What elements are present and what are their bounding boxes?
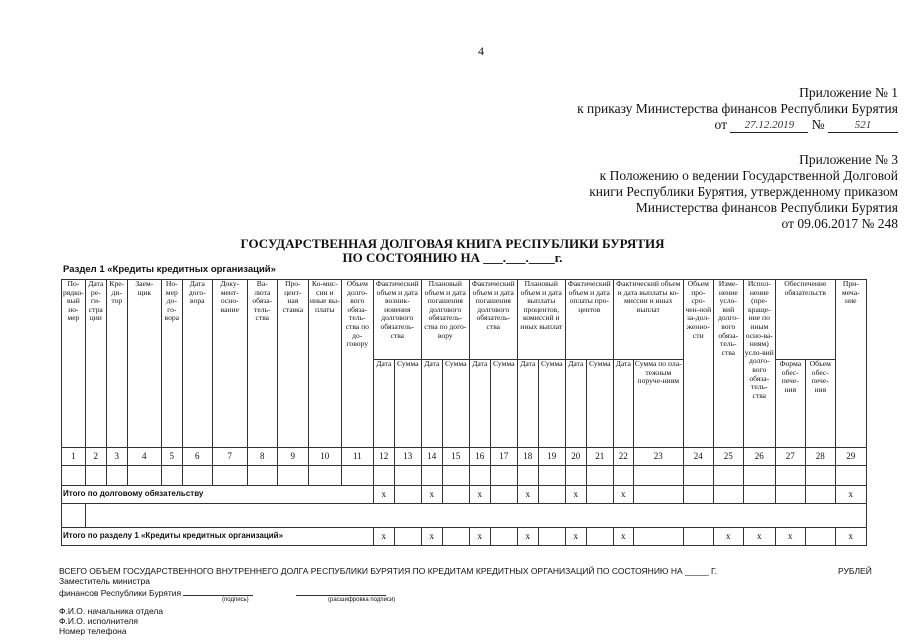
appendix-1-title: Приложение № 1: [799, 85, 898, 100]
order-from-label: от: [714, 117, 727, 132]
subheader-security-amount: Объем обес-пече-ния: [805, 360, 835, 448]
x-mark: x: [421, 528, 442, 546]
column-number: 26: [743, 448, 775, 466]
column-number: 7: [212, 448, 247, 466]
header-registration-date: Дата ре-ги-стра ции: [85, 280, 106, 448]
x-mark: x: [373, 528, 394, 546]
footer-deputy-line-2-text: финансов Республики Бурятия: [59, 588, 182, 598]
x-mark: x: [613, 528, 633, 546]
subheader-sum-payment-orders: Сумма по пла-тежным поруче-ниям: [633, 360, 683, 448]
column-number: 23: [633, 448, 683, 466]
x-mark: x: [421, 486, 442, 504]
column-number: 19: [538, 448, 565, 466]
column-number: 20: [565, 448, 586, 466]
total-obligation-row: [62, 486, 867, 504]
column-number: 5: [161, 448, 182, 466]
subheader-sum: Сумма: [538, 360, 565, 448]
subheader-security-form: Форма обес-пече-ния: [775, 360, 805, 448]
table-row: [62, 466, 867, 486]
x-mark: x: [613, 486, 633, 504]
column-number: 13: [394, 448, 421, 466]
header-ordinal: По-рядко-вый но-мер: [62, 280, 86, 448]
column-number: 17: [490, 448, 517, 466]
column-number: 24: [683, 448, 713, 466]
subheader-sum: Сумма: [442, 360, 469, 448]
footer-head-dept: Ф.И.О. начальника отдела: [59, 606, 164, 616]
header-contract-number: Но-мер до-го-вора: [161, 280, 182, 448]
appendix-1-order: [577, 117, 898, 133]
column-number: 11: [341, 448, 373, 466]
x-mark: x: [835, 486, 866, 504]
header-terms-change: Изме-нение усло-вий долго-вого обяза-тель-ства: [713, 280, 743, 448]
header-actual-interest: Фактический объем и дата оплаты про-центов: [565, 280, 613, 360]
appendix-3-line-3: Министерства финансов Республики Бурятия: [635, 200, 898, 215]
order-number-handwritten: 521: [828, 119, 898, 133]
doc-title-line-1: ГОСУДАРСТВЕННАЯ ДОЛГОВАЯ КНИГА РЕСПУБЛИКИ БУРЯТИЯ: [240, 236, 665, 251]
header-obligation-volume: Объем долго-вого обяза-тель-ства по до-говору: [341, 280, 373, 448]
signature-caption: (подпись): [222, 597, 249, 603]
page-number: 4: [478, 44, 484, 58]
subheader-sum: Сумма: [586, 360, 613, 448]
x-mark: x: [775, 528, 805, 546]
subheader-date: Дата: [373, 360, 394, 448]
header-actual-commission: Фактический объем и дата выплаты ко-миссии и иных выплат: [613, 280, 683, 360]
header-overdue: Объем про-сро-чен-ной за-дол-женно-сти: [683, 280, 713, 448]
x-mark: x: [517, 486, 538, 504]
footer-deputy-line-1: Заместитель министра: [59, 576, 150, 586]
header-execution: Испол-нение (пре-краще-ние по иным осно-ва-ниям) усло-вий долго-вого обяза-тель-ства: [743, 280, 775, 448]
table-row: [62, 504, 867, 528]
column-number: 9: [277, 448, 308, 466]
column-number: 25: [713, 448, 743, 466]
header-interest-rate: Про-цент-ная ставка: [277, 280, 308, 448]
header-actual-repayment: Фактический объем и дата погашения долгового обязатель-ства: [469, 280, 517, 360]
x-mark: x: [743, 528, 775, 546]
total-obligation-label: Итого по долговому обязательству: [62, 486, 374, 504]
appendix-3-line-1: к Положению о ведении Государственной Долговой: [599, 168, 898, 183]
column-number: 10: [308, 448, 341, 466]
footer-phone: Номер телефона: [59, 626, 127, 636]
appendix-1-line: к приказу Министерства финансов Республики Бурятия: [577, 101, 898, 116]
column-number: 8: [247, 448, 277, 466]
column-number: 4: [127, 448, 161, 466]
header-security: Обеспечение обязательств: [775, 280, 835, 360]
column-number: 18: [517, 448, 538, 466]
header-contract-date: Дата дого-вора: [182, 280, 212, 448]
subheader-sum: Сумма: [490, 360, 517, 448]
footer-currency: РУБЛЕЙ: [838, 566, 872, 576]
column-number: 6: [182, 448, 212, 466]
name-line: [296, 586, 386, 596]
signature-line: [183, 586, 253, 596]
header-note: При-меча-ние: [835, 280, 866, 448]
header-currency: Ва-люта обяза-тель-ства: [247, 280, 277, 448]
subheader-date: Дата: [517, 360, 538, 448]
subheader-sum: Сумма: [394, 360, 421, 448]
x-mark: x: [373, 486, 394, 504]
header-borrower: Заем-щик: [127, 280, 161, 448]
column-number: 1: [62, 448, 86, 466]
subheader-date: Дата: [613, 360, 633, 448]
name-caption: (расшифровка подписи): [328, 597, 396, 603]
subheader-date: Дата: [565, 360, 586, 448]
total-section-row: [62, 528, 867, 546]
x-mark: x: [565, 528, 586, 546]
footer-total-line: ВСЕГО ОБЪЕМ ГОСУДАРСТВЕННОГО ВНУТРЕННЕГО ДОЛГА РЕСПУБЛИКИ БУРЯТИЯ ПО КРЕДИТАМ КРЕДИТНЫХ ОРГАНИЗАЦИЙ ПО СОСТОЯНИЮ НА _____ Г.: [59, 566, 717, 576]
column-number: 21: [586, 448, 613, 466]
order-date-handwritten: 27.12.2019: [730, 119, 808, 133]
footer-executor: Ф.И.О. исполнителя: [59, 616, 138, 626]
total-section-label: Итого по разделу 1 «Кредиты кредитных организаций»: [62, 528, 374, 546]
header-planned-interest: Плановый объем и дата выплаты процентов, комиссий и иных выплат: [517, 280, 565, 360]
x-mark: x: [517, 528, 538, 546]
doc-title-line-2: ПО СОСТОЯНИЮ НА ___.___.____г.: [342, 250, 563, 265]
subheader-date: Дата: [421, 360, 442, 448]
column-number: 27: [775, 448, 805, 466]
column-number: 22: [613, 448, 633, 466]
column-number: 16: [469, 448, 490, 466]
header-actual-origination: Фактический объем и дата возник-новения долгового обязатель-ства: [373, 280, 421, 360]
x-mark: x: [713, 528, 743, 546]
section-title: Раздел 1 «Кредиты кредитных организаций»: [63, 264, 276, 275]
column-number: 3: [106, 448, 127, 466]
debt-ledger-table: [61, 279, 867, 546]
header-planned-repayment: Плановый объем и дата погашения долгового обязатель-ства по дого-вору: [421, 280, 469, 360]
header-commissions: Ко-мис-сии и иные вы-платы: [308, 280, 341, 448]
x-mark: x: [469, 528, 490, 546]
appendix-1-block: [577, 85, 898, 133]
column-number: 14: [421, 448, 442, 466]
column-number: 2: [85, 448, 106, 466]
column-number: 15: [442, 448, 469, 466]
appendix-3-block: [589, 152, 898, 232]
appendix-3-line-2: книги Республики Бурятия, утвержденному приказом: [589, 184, 898, 199]
subheader-date: Дата: [469, 360, 490, 448]
column-number: 12: [373, 448, 394, 466]
x-mark: x: [469, 486, 490, 504]
x-mark: x: [835, 528, 866, 546]
order-num-label: №: [811, 117, 825, 132]
appendix-3-title: Приложение № 3: [799, 152, 898, 167]
x-mark: x: [565, 486, 586, 504]
appendix-3-line-4: от 09.06.2017 № 248: [781, 216, 898, 231]
header-basis-document: Доку-мент-осно-вание: [212, 280, 247, 448]
column-number: 29: [835, 448, 866, 466]
header-creditor: Кре-ди-тор: [106, 280, 127, 448]
column-number: 28: [805, 448, 835, 466]
